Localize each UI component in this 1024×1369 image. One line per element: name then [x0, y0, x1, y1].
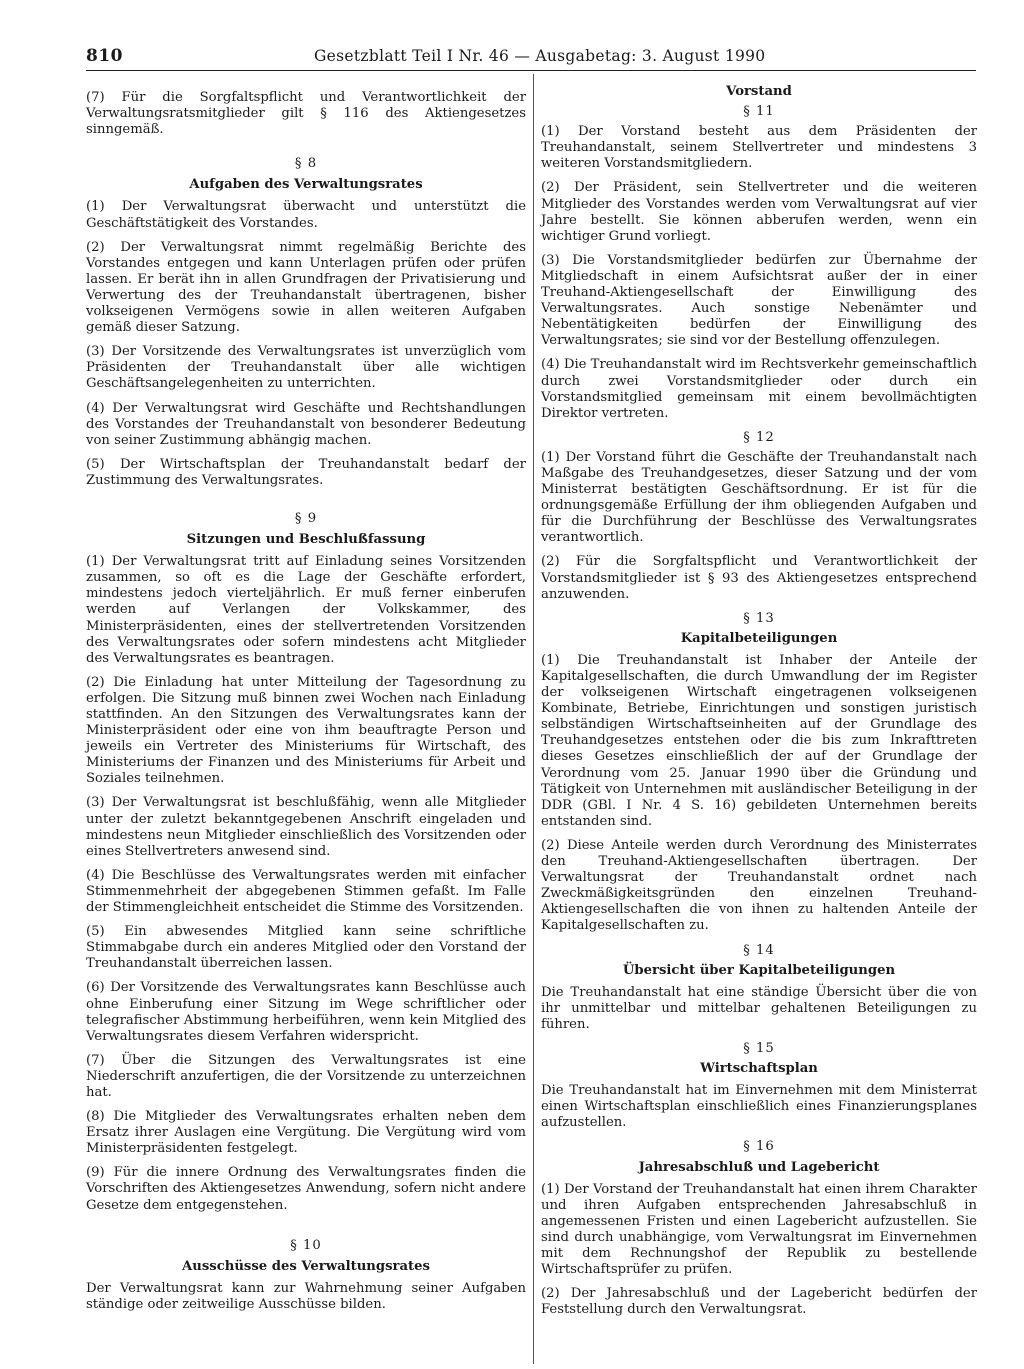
section-title-16: Jahresabschluß und Lagebericht	[638, 1159, 880, 1175]
section-number-12: § 12	[743, 429, 775, 445]
paragraph: (5) Ein abwesendes Mitglied kann seine schriftliche Stimmabgabe durch ein anderes Mitglied oder den Vorstand der Treuhandanstalt überreichen lassen.	[86, 924, 526, 972]
page-header	[86, 46, 976, 71]
paragraph: (1) Der Vorstand führt die Geschäfte der Treuhandanstalt nach Maßgabe des Treuhandgesetzes, dieser Satzung und der vom Ministerrat bestätigten Geschäftsordnung. Er ist für die ordnungsgemäße Erfüllung der ihm obliegenden Aufgaben und für die Durchführung der Beschlüsse des Verwaltungsrates verantwortlich.	[541, 449, 977, 546]
section-number-13: § 13	[743, 610, 775, 626]
paragraph: (1) Der Vorstand besteht aus dem Präsidenten der Treuhandanstalt, seinem Stellvertreter und mindestens 3 weiteren Vorstandsmitgliedern.	[541, 124, 977, 172]
paragraph: (4) Die Treuhandanstalt wird im Rechtsverkehr gemeinschaftlich durch zwei Vorstandsmitglieder oder durch ein Vorstandsmitglied gemeinsam mit einem bevollmächtigten Direktor vertreten.	[541, 357, 977, 421]
paragraph: (1) Die Treuhandanstalt ist Inhaber der Anteile der Kapitalgesellschaften, die durch Umwandlung der im Register der volkseigenen Wirtschaft eingetragenen volkseigenen Kombinate, Betriebe, Einrichtungen und sonstigen juristisch selbständigen Wirtschaftseinheiten auf der Grundlage des Treuhandgesetzes entstehen oder die bis zum Inkrafttreten dieses Gesetzes einschließlich der auf der Grundlage der Verordnung vom 25. Januar 1990 über die Gründung und Tätigkeit von Unternehmen mit ausländischer Beteiligung in der DDR (GBl. I Nr. 4 S. 16) gebildeten Unternehmen bereits entstanden sind.	[541, 652, 977, 829]
section-number-11: § 11	[743, 104, 775, 120]
header-title: Gesetzblatt Teil I Nr. 46 — Ausgabetag: 3. August 1990	[314, 47, 766, 65]
paragraph: Die Treuhandanstalt hat im Einvernehmen mit dem Ministerrat einen Wirtschaftsplan einschließlich eines Finanzierungsplanes aufzustellen.	[541, 1083, 977, 1131]
paragraph: (1) Der Verwaltungsrat überwacht und unterstützt die Geschäftstätigkeit des Vorstandes.	[86, 199, 526, 231]
left-column	[86, 90, 526, 1321]
paragraph: (1) Der Verwaltungsrat tritt auf Einladung seines Vorsitzenden zusammen, so oft es die Lage der Geschäfte erfordert, mindestens jedoch vierteljährlich. Er muß ferner einberufen werden auf Verlangen der Volkskammer, des Ministerpräsidenten, eines der stellvertretenden Vorsitzenden des Verwaltungsrates oder sofern mindestens acht Mitglieder des Verwaltungsrates es beantragen.	[86, 554, 526, 666]
paragraph: (2) Diese Anteile werden durch Verordnung des Ministerrates den Treuhand-Aktiengesellschaften übertragen. Der Verwaltungsrat der Treuhandanstalt ordnet nach Zweckmäßigkeitsgründen den einzelnen Treuhand-Aktiengesellschaften die von ihnen zu haltenden Anteile der Kapitalgesellschaften zu.	[541, 837, 977, 934]
paragraph: (3) Der Verwaltungsrat ist beschlußfähig, wenn alle Mitglieder unter der zuletzt bekanntgegebenen Anschrift eingeladen und mindestens neun Mitglieder einschließlich des Vorsitzenden oder eines Stellvertreters anwesend sind.	[86, 795, 526, 859]
paragraph: (2) Für die Sorgfaltspflicht und Verantwortlichkeit der Vorstandsmitglieder ist § 93 des Aktiengesetzes entsprechend anzuwenden.	[541, 554, 977, 602]
paragraph: (6) Der Vorsitzende des Verwaltungsrates kann Beschlüsse auch ohne Einberufung einer Sitzung im Wege schriftlicher oder telegrafischer Abstimmung herbeiführen, wenn kein Mitglied des Verwaltungsrates diesem Verfahren widerspricht.	[86, 980, 526, 1044]
section-title-15: Wirtschaftsplan	[700, 1061, 818, 1077]
section-title-10: Ausschüsse des Verwaltungsrates	[182, 1258, 430, 1274]
paragraph: (3) Die Vorstandsmitglieder bedürfen zur Übernahme der Mitgliedschaft in einem Aufsichtsrat außer der in einer Treuhand-Aktiengesellschaft der Einwilligung des Verwaltungsrates. Auch sonstige Nebenämter und Nebentätigkeiten bedürfen der Einwilligung des Verwaltungsrates; sie sind vor der Bestellung offenzulegen.	[541, 252, 977, 349]
section-title-9: Sitzungen und Beschlußfassung	[186, 532, 426, 548]
section-number-9: § 9	[294, 510, 318, 526]
paragraph: (2) Der Jahresabschluß und der Lagebericht bedürfen der Feststellung durch den Verwaltungsrat.	[541, 1286, 977, 1318]
paragraph-7-sorgfaltspflicht: (7) Für die Sorgfaltspflicht und Verantwortlichkeit der Verwaltungsratsmitglieder gilt § 116 des Aktiengesetzes sinngemäß.	[86, 90, 526, 138]
paragraph: (4) Die Beschlüsse des Verwaltungsrates werden mit einfacher Stimmenmehrheit der abgegebenen Stimmen gefaßt. Im Falle der Stimmengleichheit entscheidet die Stimme des Vorsitzenden.	[86, 867, 526, 916]
section-title-13: Kapitalbeteiligungen	[680, 630, 838, 646]
right-column	[541, 84, 977, 1326]
section-title-8: Aufgaben des Verwaltungsrates	[189, 177, 423, 193]
paragraph: (7) Über die Sitzungen des Verwaltungsrates ist eine Niederschrift anzufertigen, die der Vorsitzende zu unterzeichnen hat.	[86, 1052, 526, 1100]
paragraph: Der Verwaltungsrat kann zur Wahrnehmung seiner Aufgaben ständige oder zeitweilige Ausschüsse bilden.	[86, 1280, 526, 1312]
section-number-8: § 8	[294, 156, 318, 172]
paragraph: Die Treuhandanstalt hat eine ständige Übersicht über die von ihr unmittelbar und mittelbar gehaltenen Beteiligungen zu führen.	[541, 984, 977, 1032]
section-number-10: § 10	[290, 1237, 322, 1253]
page-number: 810	[86, 46, 123, 66]
paragraph: (4) Der Verwaltungsrat wird Geschäfte und Rechtshandlungen des Vorstandes der Treuhandanstalt von besonderer Bedeutung von seiner Zustimmung abhängig machen.	[86, 400, 526, 448]
chapter-heading-vorstand: Vorstand	[726, 84, 792, 99]
paragraph: (2) Der Präsident, sein Stellvertreter und die weiteren Mitglieder des Vorstandes werden vom Verwaltungsrat auf vier Jahre bestellt. Sie können abberufen werden, wenn ein wichtiger Grund vorliegt.	[541, 180, 977, 244]
section-title-14: Übersicht über Kapitalbeteiligungen	[622, 962, 896, 978]
section-number-14: § 14	[743, 942, 775, 958]
column-divider	[533, 74, 534, 1364]
section-number-15: § 15	[743, 1040, 775, 1056]
section-number-16: § 16	[743, 1139, 775, 1155]
paragraph: (2) Der Verwaltungsrat nimmt regelmäßig Berichte des Vorstandes entgegen und kann Unterlagen prüfen oder prüfen lassen. Er berät ihn in allen Grundfragen der Privatisierung und Verwertung des der Treuhandanstalt übertragenen, bisher volkseigenen Vermögens sowie in allen weiteren Aufgaben gemäß dieser Satzung.	[86, 239, 526, 336]
paragraph: (3) Der Vorsitzende des Verwaltungsrates ist unverzüglich vom Präsidenten der Treuhandanstalt über alle wichtigen Geschäftsangelegenheiten zu unterrichten.	[86, 344, 526, 392]
paragraph: (9) Für die innere Ordnung des Verwaltungsrates finden die Vorschriften des Aktiengesetzes Anwendung, sofern nicht andere Gesetze dem entgegenstehen.	[86, 1165, 526, 1213]
paragraph: (5) Der Wirtschaftsplan der Treuhandanstalt bedarf der Zustimmung des Verwaltungsrates.	[86, 456, 526, 488]
paragraph: (2) Die Einladung hat unter Mitteilung der Tagesordnung zu erfolgen. Die Sitzung muß binnen zwei Wochen nach Einladung stattfinden. An den Sitzungen des Verwaltungsrates kann der Ministerpräsident oder eine von ihm beauftragte Person und jeweils ein Vertreter des Ministeriums für Wirtschaft, des Ministeriums der Finanzen und des Ministeriums für Arbeit und Soziales teilnehmen.	[86, 674, 526, 787]
paragraph: (8) Die Mitglieder des Verwaltungsrates erhalten neben dem Ersatz ihrer Auslagen eine Vergütung. Die Vergütung wird vom Ministerpräsidenten festgelegt.	[86, 1109, 526, 1157]
paragraph: (1) Der Vorstand der Treuhandanstalt hat einen ihrem Charakter und ihren Aufgaben entsprechenden Jahresabschluß in angemessenen Fristen und einen Lagebericht aufzustellen. Sie sind durch unabhängige, vom Verwaltungsrat im Einvernehmen mit dem Rechnungshof der Republik zu bestellende Wirtschaftsprüfer zu prüfen.	[541, 1181, 977, 1278]
